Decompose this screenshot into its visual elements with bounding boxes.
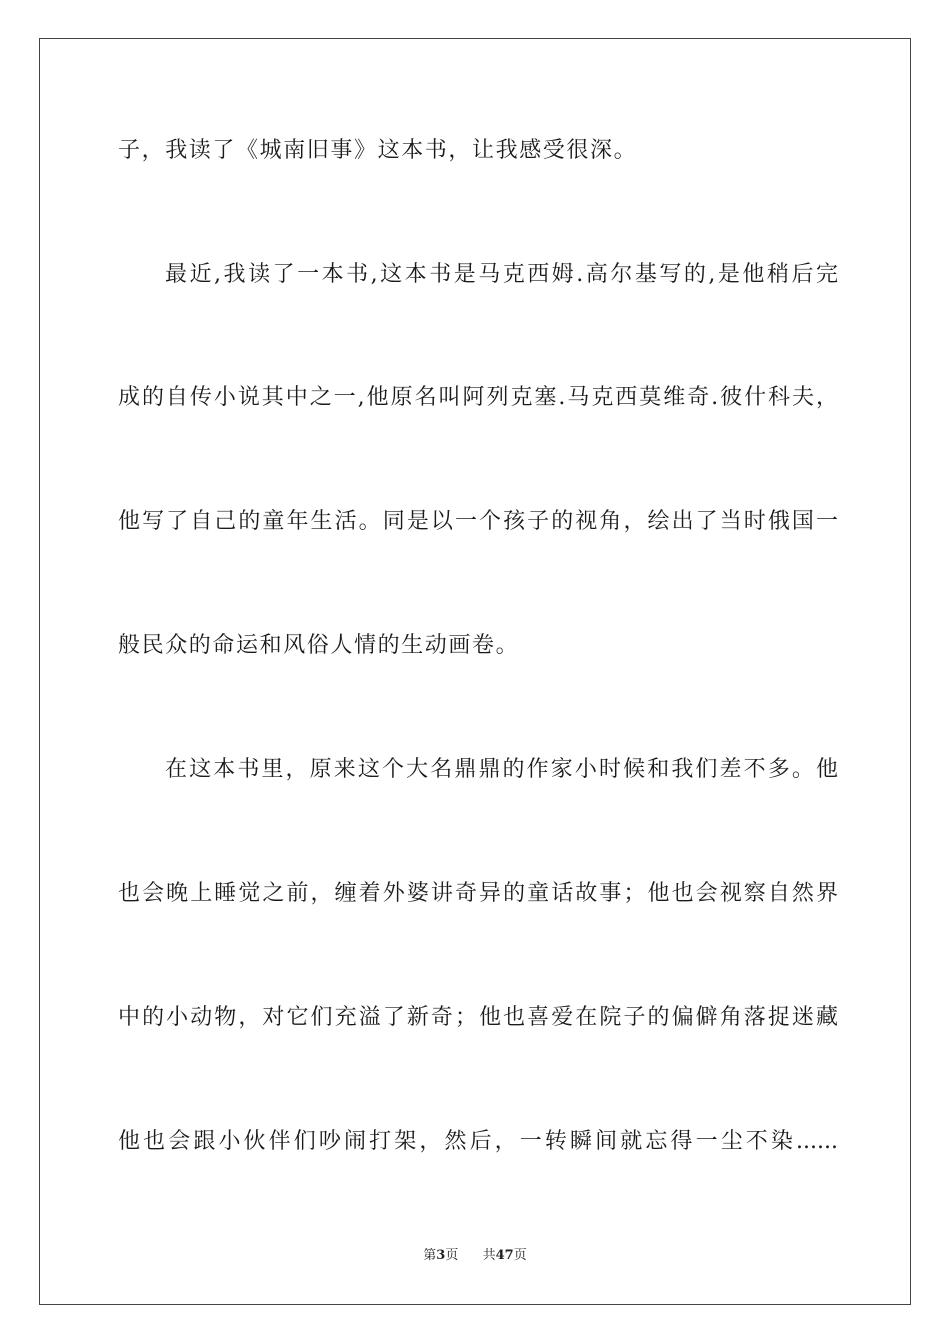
footer-total-pages: 47: [495, 1248, 514, 1263]
text-line-1: 子，我读了《城南旧事》这本书，让我感受很深。: [118, 138, 638, 163]
text-line-3: 成的自传小说其中之一,他原名叫阿列克塞.马克西莫维奇.彼什科夫，: [118, 385, 838, 410]
text-line-7: 也会晚上睡觉之前，缠着外婆讲奇异的童话故事；他也会视察自然界: [118, 881, 838, 906]
text-line-5: 般民众的命运和风俗人情的生动画卷。: [118, 633, 520, 658]
text-line-8: 中的小动物，对它们充溢了新奇；他也喜爱在院子的偏僻角落捉迷藏: [118, 1005, 838, 1030]
footer-total-prefix: 共: [482, 1248, 496, 1263]
paragraph-start-line-6: 在这本书里，原来这个大名鼎鼎的作家小时候和我们差不多。他: [165, 757, 838, 782]
footer-page-prefix: 第: [423, 1248, 437, 1263]
paragraph-start-line-2: 最近,我读了一本书,这本书是马克西姆.高尔基写的,是他稍后完: [165, 262, 838, 287]
footer-page-suffix: 页: [445, 1248, 459, 1263]
text-line-4: 他写了自己的童年生活。同是以一个孩子的视角，绘出了当时俄国一: [118, 509, 838, 534]
footer-total-suffix: 页: [513, 1248, 527, 1263]
page-border: [39, 38, 911, 1305]
page-footer: [0, 1247, 950, 1265]
footer-page-number: 3: [436, 1248, 446, 1263]
text-line-9: 他也会跟小伙伴们吵闹打架，然后，一转瞬间就忘得一尘不染......: [118, 1129, 838, 1154]
